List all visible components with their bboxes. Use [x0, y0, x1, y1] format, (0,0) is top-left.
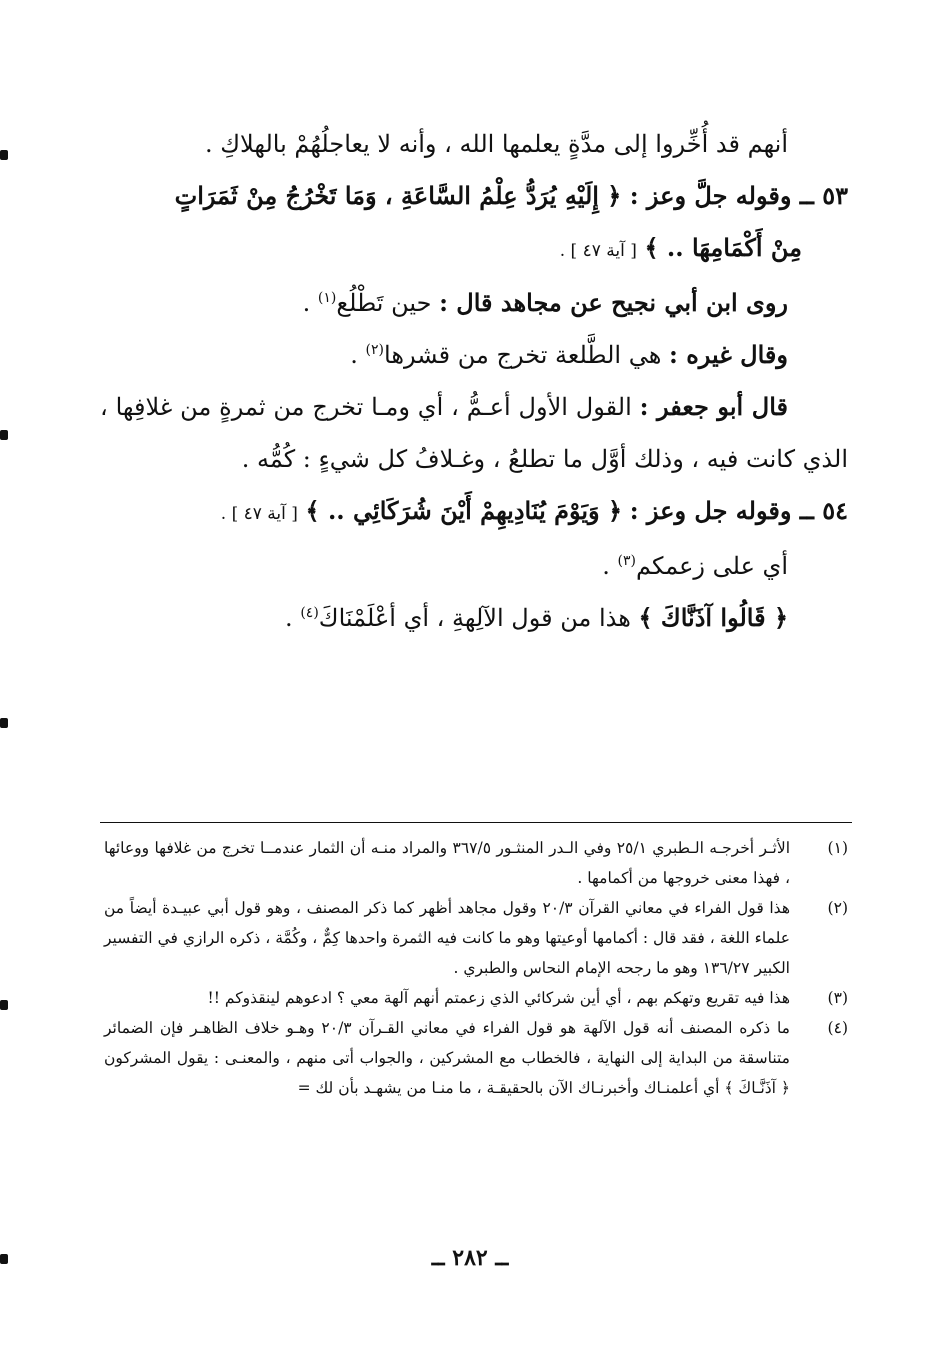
other-end: .: [350, 341, 358, 369]
scan-edge-mark: [0, 1000, 8, 1010]
scan-edge-mark: [0, 150, 8, 160]
footnote-3: [104, 983, 848, 1013]
verse-53-line-2: [100, 222, 848, 277]
verse-54-lead: ٥٤ ــ وقوله جل وعز :: [629, 496, 848, 525]
footnote-ref-3: (٣): [617, 553, 636, 569]
footnote-number: (١): [827, 839, 848, 857]
claim-line: [100, 540, 848, 592]
verse-54-ref: [ آية ٤٧ ] .: [220, 504, 298, 524]
other-text: هي الطَّلعة تخرج من قشرها: [384, 341, 662, 369]
footnote-text: الأثـر أخرجـه الـطبري ٢٥/١ وفي الـدر المنثـور ٣٦٧/٥ والمراد منـه أن الثمار عندمــا تخرج من غلافها ووعائها ، فهذا معنى خروجها من أكمامها .: [104, 839, 790, 887]
verse-53-lead: ٥٣ ــ وقوله جلَّ وعز :: [629, 181, 848, 210]
scan-edge-mark: [0, 430, 8, 440]
qalu-line: [100, 592, 848, 644]
footnote-ref-2: (٢): [365, 342, 384, 358]
verse-53-quran-part2: مِنْ أَكْمَامِهَا .. ﴾: [644, 233, 802, 262]
abu-jafar-narrator: قال أبو جعفر :: [639, 392, 788, 421]
footnote-text: هذا فيه تقريع وتهكم بهم ، أي أين شركائي الذي زعمتم أنهم آلهة معي ؟ ادعوهم لينقذوكم !!: [207, 989, 790, 1007]
footnote-separator: [100, 822, 852, 823]
mujahid-line: [100, 277, 848, 329]
footnote-ref-1: (١): [317, 290, 337, 306]
mujahid-end: .: [302, 289, 311, 317]
verse-53-ref: [ آية ٤٧ ] .: [559, 241, 637, 261]
intro-line: أنهم قد أُخِّروا إلى مدَّةٍ يعلمها الله ، وأنه لا يعاجلُهُمْ بالهلاكِ .: [205, 130, 788, 158]
abu-jafar-paragraph: [100, 381, 848, 485]
other-narrator: وقال غيره :: [669, 340, 788, 369]
footnote-4: [104, 1013, 848, 1103]
footnote-text: ما ذكره المصنف أنه قول الآلهة هو قول الفراء في معاني القـرآن ٢٠/٣ وهـو خلاف الظاهـر فإن الضمائر متناسقة من البداية إلى النهاية ، فالخطاب مع المشركين ، والجواب أتى منهم ، والمعنـى : يقول المشركون ﴿ آذَنَّـاكَ ﴾ أي أعلمنـاك وأخبرنـاك الآن بالحقيقـة ، ما منـا من يشهـد بأن لك =: [104, 1019, 790, 1097]
verse-53-line-1: [100, 170, 848, 222]
footnotes: [104, 833, 848, 1103]
footnote-number: (٢): [827, 899, 848, 917]
footnote-1: [104, 833, 848, 893]
main-text: [100, 118, 848, 644]
mujahid-narrator: روى ابن أبي نجيح عن مجاهد قال :: [439, 288, 788, 317]
qalu-text: هذا من قول الآلِهةِ ، أي أعْلَمْنَاكَ: [318, 604, 631, 632]
page-number: ــ ٢٨٢ ــ: [431, 1245, 509, 1271]
verse-54-quran: ﴿ وَيَوْمَ يُنَادِيهِمْ أَيْنَ شُرَكَائِي .. ﴾: [305, 496, 623, 525]
verse-54-line: [100, 485, 848, 540]
abu-jafar-text: القول الأول أعـمُّ ، أي ومـا تخرج من ثمرةٍ من غلافِها ، الذي كانت فيه ، وذلك أوَّل ما تطلعُ ، وغـلافُ كل شيءٍ : كُمُّه .: [100, 393, 848, 473]
footnote-text: هذا قول الفراء في معاني القرآن ٢٠/٣ وقول مجاهد أظهر كما ذكر المصنف ، وهو قول أبي عبيـدة أيضاً من علماء اللغة ، فقد قال : أكمامها أوعيتها وهو ما كانت فيه الثمرة واحدها كِمٌّ ، وكُمَّة ، ذكره الرازي في التفسير الكبير ١٣٦/٢٧ وهو ما رجحه الإمام النحاس والطبري .: [104, 899, 790, 977]
mujahid-text: حين تَطْلُع: [336, 289, 432, 317]
footnote-ref-4: (٤): [300, 605, 319, 621]
qalu-end: .: [285, 604, 293, 632]
footnote-2: [104, 893, 848, 983]
claim-text: أي على زعمكم: [636, 552, 788, 580]
footnote-number: (٣): [827, 989, 848, 1007]
verse-53-quran-part1: ﴿ إِلَيْهِ يُرَدُّ عِلْمُ السَّاعَةِ ، وَمَا تَخْرُجُ مِنْ ثَمَرَاتٍ: [174, 181, 622, 210]
qalu-quran: ﴿ قَالُوا آذَنَّاكَ ﴾: [638, 603, 788, 632]
claim-end: .: [602, 552, 610, 580]
footnote-number: (٤): [827, 1019, 848, 1037]
scan-edge-mark: [0, 718, 8, 728]
other-line: [100, 329, 848, 381]
